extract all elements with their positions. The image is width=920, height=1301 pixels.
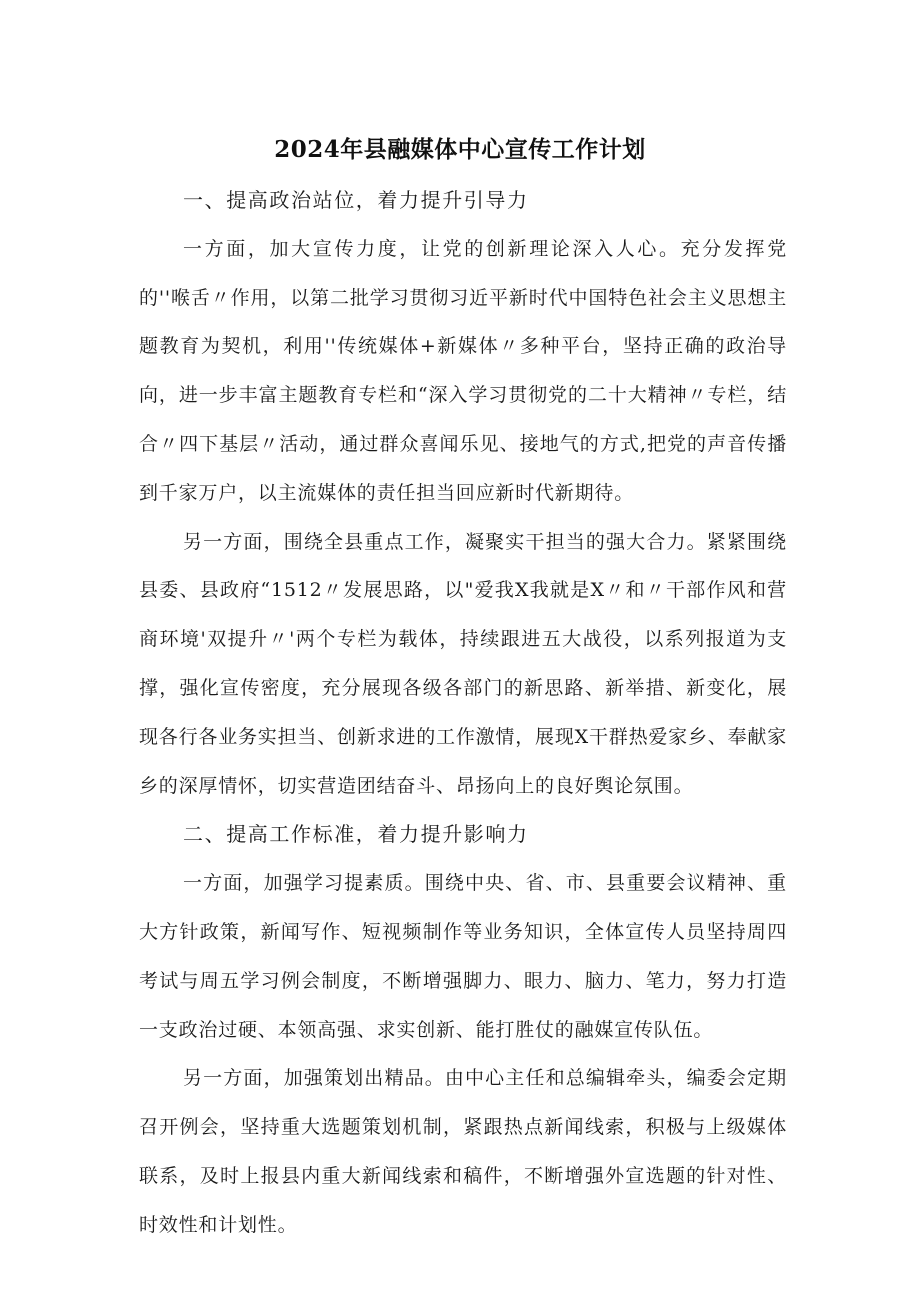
section-1 bbox=[139, 176, 787, 810]
paragraph: 一方面，加强学习提素质。围绕中央、省、市、县重要会议精神、重大方针政策，新闻写作、短视频制作等业务知识，全体宣传人员坚持周四考试与周五学习例会制度，不断增强脚力、眼力、脑力、笔力，努力打造一支政治过硬、本领高强、求实创新、能打胜仗的融媒宣传队伍。 bbox=[139, 872, 787, 1041]
paragraph: 一方面，加大宣传力度，让党的创新理论深入人心。充分发挥党的''喉舌〃作用，以第二批学习贯彻习近平新时代中国特色社会主义思想主题教育为契机，利用''传统媒体+新媒体〃多种平台，坚持正确的政治导向，进一步丰富主题教育专栏和“深入学习贯彻党的二十大精神〃专栏，结合〃四下基层〃活动，通过群众喜闻乐见、接地气的方式,把党的声音传播到千家万户，以主流媒体的责任担当回应新时代新期待。 bbox=[139, 237, 787, 504]
section-2 bbox=[139, 810, 787, 1249]
document-title: 2024年县融媒体中心宣传工作计划 bbox=[274, 136, 646, 163]
paragraph: 另一方面，加强策划出精品。由中心主任和总编辑牵头，编委会定期召开例会，坚持重大选题策划机制，紧跟热点新闻线索，积极与上级媒体联系，及时上报县内重大新闻线索和稿件，不断增强外宣选题的针对性、时效性和计划性。 bbox=[139, 1067, 787, 1236]
section-heading: 一、提高政治站位，着力提升引导力 bbox=[183, 188, 529, 212]
section-heading: 二、提高工作标准，着力提升影响力 bbox=[183, 822, 529, 847]
document-body bbox=[139, 176, 787, 1250]
paragraph: 另一方面，围绕全县重点工作，凝聚实干担当的强大合力。紧紧围绕县委、县政府“1512〃发展思路，以"爱我X我就是X〃和〃干部作风和营商环境'双提升〃'两个专栏为载体，持续跟进五大战役，以系列报道为支撑，强化宣传密度，充分展现各级各部门的新思路、新举措、新变化，展现各行各业务实担当、创新求进的工作激情，展现X干群热爱家乡、奉献家乡的深厚情怀，切实营造团结奋斗、昂扬向上的良好舆论氛围。 bbox=[139, 530, 787, 797]
